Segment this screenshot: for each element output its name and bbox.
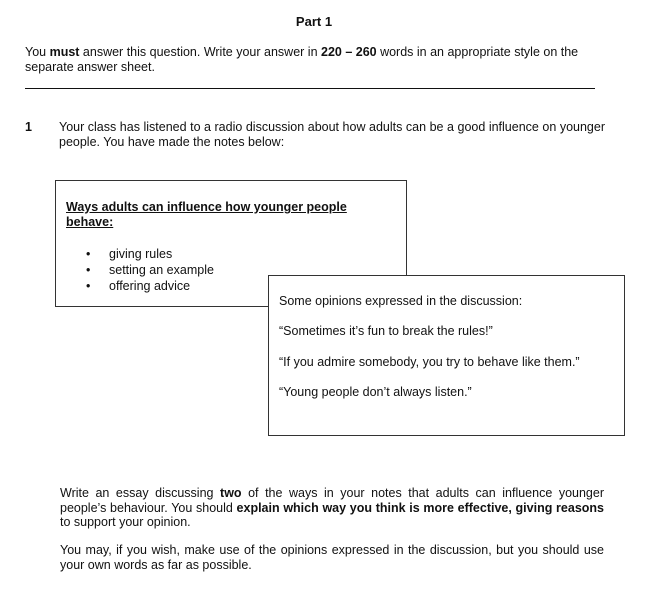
question-text: Your class has listened to a radio discussion about how adults can be a good influence on younger people. You have made the notes below: <box>59 120 605 149</box>
page-title: Part 1 <box>295 14 333 29</box>
opinions-intro: Some opinions expressed in the discussion: <box>279 294 523 308</box>
task-note: You may, if you wish, make use of the opinions expressed in the discussion, but you should use your own words as far as possible. <box>60 543 604 572</box>
list-item: • offering advice <box>86 278 214 294</box>
word-count-range: 220 – 260 <box>321 45 377 59</box>
list-item: • giving rules <box>86 246 214 262</box>
instructions-text: You <box>25 45 50 59</box>
instructions <box>25 45 610 75</box>
instructions-text: answer this question. Write your answer in <box>79 45 321 59</box>
task-emphasis: two <box>220 486 242 500</box>
notes-list <box>86 246 214 294</box>
opinion-quote: “Sometimes it’s fun to break the rules!” <box>279 324 493 338</box>
task-text: of the ways in your notes that adults can influence younger people’s behaviour. You should <box>60 486 604 515</box>
list-item: • setting an example <box>86 262 214 278</box>
opinions-box <box>268 275 625 436</box>
opinion-quote: “If you admire somebody, you try to behave like them.” <box>279 355 580 369</box>
task-text: Write an essay discussing <box>60 486 221 500</box>
task-text: to support your opinion. <box>60 515 191 529</box>
task-emphasis: explain which way you think is more effective, giving reasons <box>236 500 604 515</box>
instructions-text: words in an appropriate style on the separate answer sheet. <box>25 45 579 74</box>
task-instructions <box>60 486 604 530</box>
opinion-quote: “Young people don’t always listen.” <box>279 385 472 399</box>
divider <box>25 88 595 89</box>
instructions-emphasis-must: must <box>49 45 80 59</box>
notes-heading: Ways adults can influence how younger people behave: <box>66 200 347 229</box>
question-number: 1 <box>25 120 32 134</box>
